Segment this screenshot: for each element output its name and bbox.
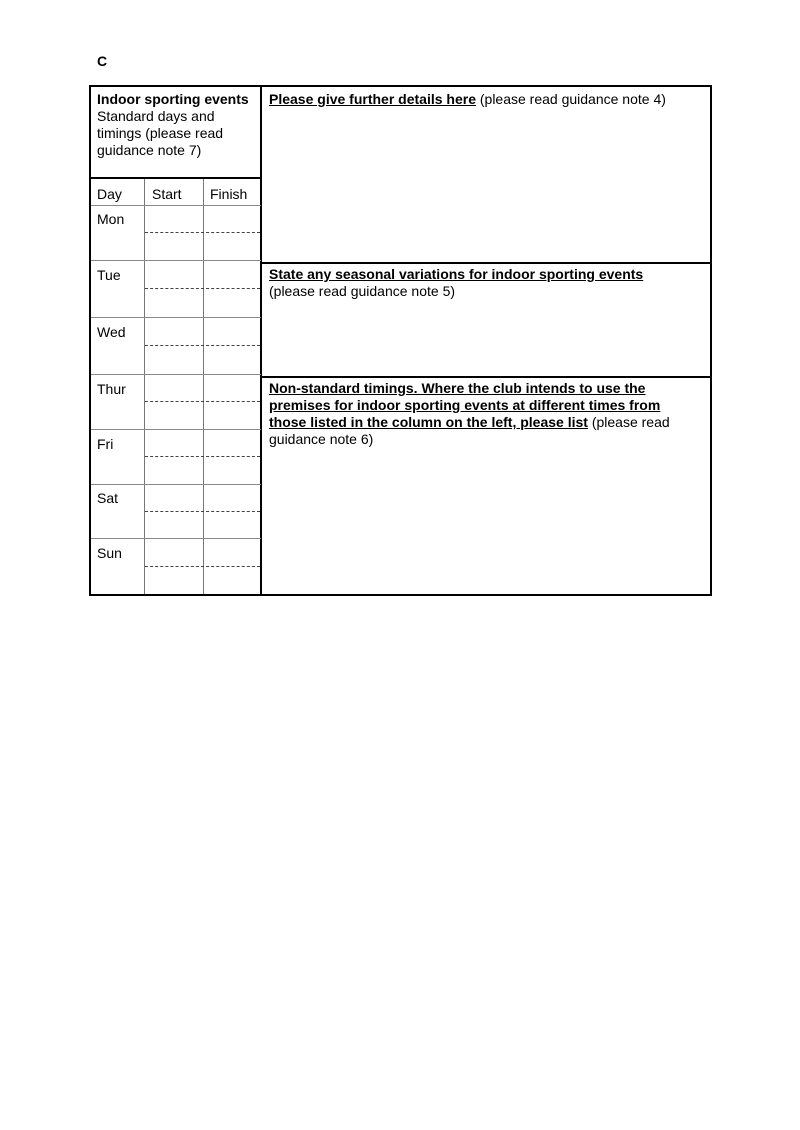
further-details-prompt [269, 91, 704, 108]
wed-start-field-2[interactable] [145, 346, 203, 374]
day-label-tue: Tue [97, 267, 121, 283]
sun-finish-field-2[interactable] [204, 567, 260, 594]
further-details-field[interactable] [262, 115, 710, 262]
further-details-heading: Please give further details here [269, 91, 476, 107]
day-label-thur: Thur [97, 381, 126, 397]
seasonal-variations-prompt [269, 266, 704, 300]
seasonal-variations-field[interactable] [262, 305, 710, 375]
tue-finish-field[interactable] [204, 261, 260, 288]
fri-finish-field-2[interactable] [204, 457, 260, 484]
seasonal-variations-note: (please read guidance note 5) [269, 283, 456, 299]
wed-finish-field[interactable] [204, 318, 260, 345]
fri-finish-field[interactable] [204, 430, 260, 456]
column-header-finish: Finish [210, 186, 248, 202]
column-header-day: Day [97, 186, 122, 202]
day-label-sun: Sun [97, 545, 122, 561]
section-letter: C [97, 53, 108, 69]
thur-start-field-2[interactable] [145, 402, 203, 429]
non-standard-timings-heading: Non-standard timings. Where the club intends to use the premises for indoor sporting events at different times from those listed in the column on the left, please list [269, 380, 661, 430]
day-label-sat: Sat [97, 490, 119, 506]
header-rule [91, 177, 261, 179]
non-standard-timings-prompt [269, 380, 697, 448]
sun-start-field[interactable] [145, 539, 203, 566]
fri-start-field-2[interactable] [145, 457, 203, 484]
day-label-wed: Wed [97, 324, 126, 340]
right-panel-rule [261, 262, 710, 264]
sat-finish-field[interactable] [204, 485, 260, 511]
left-panel-subtitle: Standard days and timings (please read guidance note 7) [97, 108, 224, 158]
mon-finish-field-2[interactable] [204, 233, 260, 260]
sat-start-field-2[interactable] [145, 512, 203, 538]
tue-finish-field-2[interactable] [204, 289, 260, 317]
day-label-fri: Fri [97, 436, 114, 452]
thur-start-field[interactable] [145, 375, 203, 401]
tue-start-field-2[interactable] [145, 289, 203, 317]
seasonal-variations-heading: State any seasonal variations for indoor sporting events [269, 266, 644, 282]
sat-start-field[interactable] [145, 485, 203, 511]
mon-finish-field[interactable] [204, 206, 260, 232]
non-standard-timings-field[interactable] [262, 452, 710, 594]
indoor-sporting-events-form [89, 85, 712, 596]
right-panel-rule [261, 376, 710, 378]
sun-start-field-2[interactable] [145, 567, 203, 594]
mon-start-field[interactable] [145, 206, 203, 232]
non-standard-timings-note: (please read guidance note 6) [269, 414, 670, 447]
thur-finish-field-2[interactable] [204, 402, 260, 429]
column-header-start: Start [152, 186, 182, 202]
wed-start-field[interactable] [145, 318, 203, 345]
sat-finish-field-2[interactable] [204, 512, 260, 538]
further-details-note: (please read guidance note 4) [475, 91, 666, 107]
left-panel-title: Indoor sporting events [97, 91, 249, 107]
mon-start-field-2[interactable] [145, 233, 203, 260]
tue-start-field[interactable] [145, 261, 203, 288]
sun-finish-field[interactable] [204, 539, 260, 566]
fri-start-field[interactable] [145, 430, 203, 456]
day-label-mon: Mon [97, 211, 125, 227]
thur-finish-field[interactable] [204, 375, 260, 401]
wed-finish-field-2[interactable] [204, 346, 260, 374]
left-panel-header [97, 91, 257, 159]
